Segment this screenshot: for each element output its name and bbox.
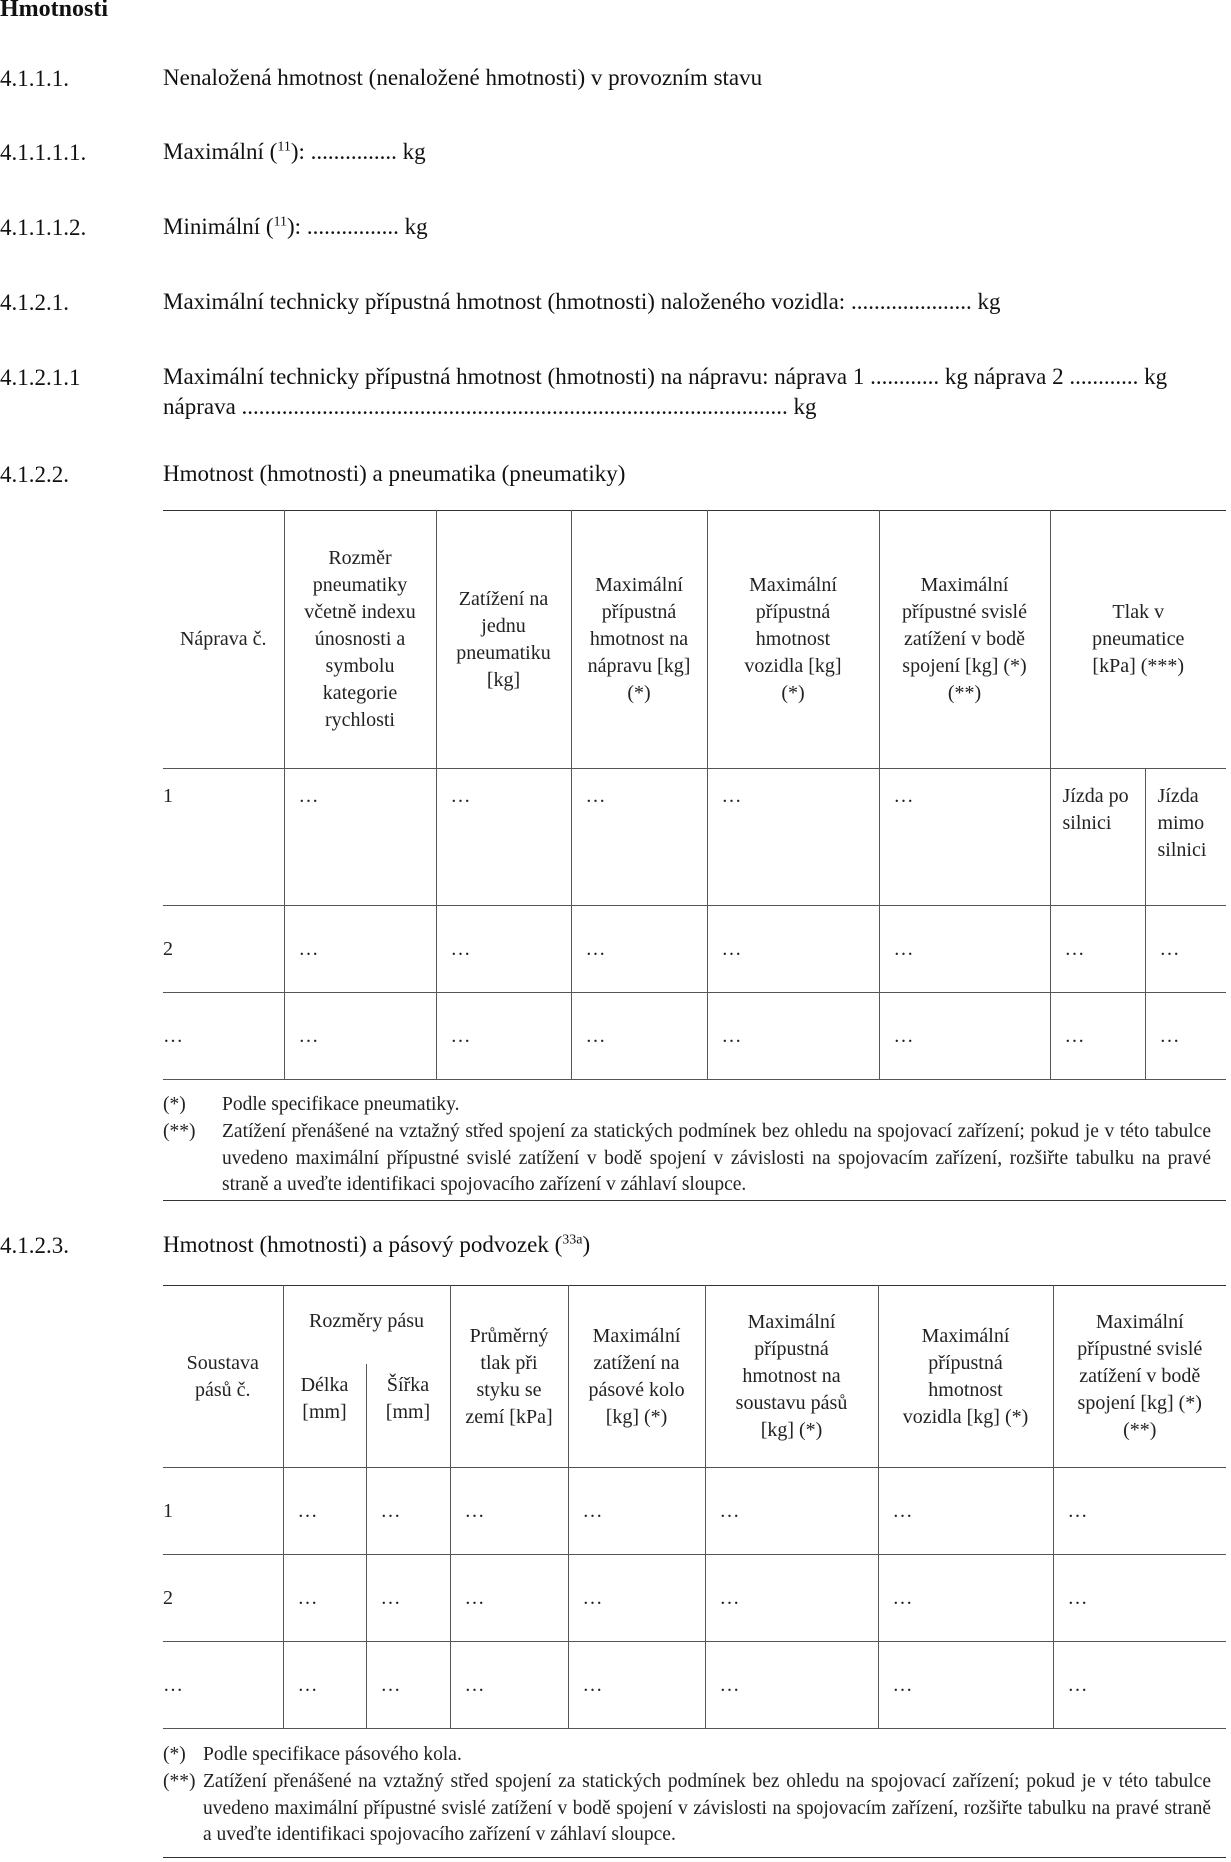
section-heading: Hmotnosti [0,0,108,22]
table-cell: … [436,769,571,906]
item-text: Minimální ($^{11}$): ................ kg [163,214,428,239]
table-cell: … [878,1468,1053,1555]
item-number: 4.1.2.2. [0,462,69,487]
table-cell: … [878,1642,1053,1729]
table-cell: … [705,1555,878,1642]
table-cell: … [436,906,571,993]
item-number: 4.1.1.1. [0,66,69,91]
header-cell: Maximální přípustné svislé zatížení v bodě spojení [kg] (*) (**) [1053,1286,1226,1468]
footnote-text: Zatížení přenášené na vztažný střed spojení za statických podmínek bez ohledu na spojovací zařízení; pokud je v této tabulce uvedeno maximální přípustné svislé zatížení v bodě spojení v závislosti na spojovacím zařízení, rozšiřte tabulku na pravé straně a uveďte identifikaci spojovacího zařízení v záhlaví sloupce. [222,1121,1211,1195]
table-cell: … [571,769,707,906]
table-cell: … [705,1642,878,1729]
table-cell: … [450,1642,568,1729]
header-cell: Maximální přípustná hmotnost na soustavu pásů [kg] (*) [705,1286,878,1468]
footnote-mark: (*) [163,1744,186,1765]
header-cell: Maximální přípustná hmotnost vozidla [kg] (*) [878,1286,1053,1468]
table-cell: … [568,1555,705,1642]
table-cell: … [366,1555,450,1642]
subheader-cell: Jízda po silnici [1050,769,1145,906]
table-cell: … [1050,993,1145,1080]
header-cell: Rozměry pásu [283,1286,450,1364]
item-text: Hmotnost (hmotnosti) a pásový podvozek ($^{33a}$) [163,1232,591,1257]
table-cell: … [450,1555,568,1642]
table-cell: … [366,1642,450,1729]
header-cell: Maximální zatížení na pásové kolo [kg] (*) [568,1286,705,1468]
table-cell: … [571,993,707,1080]
table-cell: … [1145,993,1226,1080]
item-number: 4.1.2.3. [0,1233,69,1258]
item-text: Hmotnost (hmotnosti) a pneumatika (pneumatiky) [163,461,626,486]
table-cell: … [707,906,879,993]
subheader-cell: Délka [mm] [283,1364,366,1468]
item-number: 4.1.1.1.2. [0,215,87,240]
table-cell: … [284,993,436,1080]
table-cell: 2 [163,906,284,993]
divider [163,1200,1226,1201]
table-cell: … [284,769,436,906]
table-cell: … [283,1468,366,1555]
table-cell: … [705,1468,878,1555]
footnotes-tracks [163,1742,1211,1852]
tire-table [163,510,1226,1080]
table-cell: … [283,1555,366,1642]
item-number: 4.1.1.1.1. [0,140,87,165]
header-cell: Maximální přípustné svislé zatížení v bodě spojení [kg] (*) (**) [879,511,1050,769]
item-text: Maximální technicky přípustná hmotnost (hmotnosti) naloženého vozidla: ..................... kg [163,289,1001,314]
header-cell: Rozměr pneumatiky včetně indexu únosnosti a symbolu kategorie rychlosti [284,511,436,769]
header-cell: Průměrný tlak při styku se zemí [kPa] [450,1286,568,1468]
table-cell: … [879,993,1050,1080]
header-cell: Náprava č. [163,511,284,769]
item-text: Maximální technicky přípustná hmotnost (hmotnosti) na nápravu: náprava 1 ............ kg náprava 2 ............ kg náprava ............................................................................................... kg [163,364,1168,419]
table-cell: … [568,1468,705,1555]
header-cell: Maximální přípustná hmotnost vozidla [kg] (*) [707,511,879,769]
subheader-cell: Jízda mimo silnici [1145,769,1226,906]
table-cell: … [283,1642,366,1729]
header-cell: Soustava pásů č. [163,1286,283,1468]
track-table [163,1285,1226,1729]
table-cell: … [568,1642,705,1729]
table-cell: … [163,993,284,1080]
divider [163,1857,1226,1858]
item-text: Nenaložená hmotnost (nenaložené hmotnosti) v provozním stavu [163,65,763,90]
table-cell: 1 [163,769,284,906]
table-cell: … [366,1468,450,1555]
header-cell: Maximální přípustná hmotnost na nápravu [kg] (*) [571,511,707,769]
header-cell: Zatížení na jednu pneumatiku [kg] [436,511,571,769]
table-cell: … [879,769,1050,906]
table-cell: … [1053,1555,1226,1642]
table-cell: … [879,906,1050,993]
table-cell: … [450,1468,568,1555]
table-cell: … [878,1555,1053,1642]
table-cell: … [1145,906,1226,993]
table-cell: 2 [163,1555,283,1642]
item-number: 4.1.2.1.1 [0,365,81,390]
table-cell: … [163,1642,283,1729]
table-cell: 1 [163,1468,283,1555]
footnote-mark: (**) [163,1121,196,1142]
table-cell: … [707,769,879,906]
table-cell: … [1053,1642,1226,1729]
footnotes-tires [163,1092,1211,1202]
footnote-text: Zatížení přenášené na vztažný střed spojení za statických podmínek bez ohledu na spojovací zařízení; pokud je v této tabulce uvedeno maximální přípustné svislé zatížení v bodě spojení v závislosti na spojovacím zařízení, rozšiřte tabulku na pravé straně a uveďte identifikaci spojovacího zařízení v záhlaví sloupce. [203,1771,1211,1845]
footnote-text: Podle specifikace pneumatiky. [222,1094,460,1115]
subheader-cell: Šířka [mm] [366,1364,450,1468]
table-cell: … [284,906,436,993]
table-cell: … [1053,1468,1226,1555]
table-cell: … [436,993,571,1080]
header-cell: Tlak v pneumatice [kPa] (***) [1050,511,1226,769]
footnote-mark: (**) [163,1771,196,1792]
item-number: 4.1.2.1. [0,290,69,315]
footnote-text: Podle specifikace pásového kola. [203,1744,462,1765]
table-cell: … [571,906,707,993]
footnote-mark: (*) [163,1094,186,1115]
table-cell: … [707,993,879,1080]
table-cell: … [1050,906,1145,993]
item-text: Maximální ($^{11}$): ............... kg [163,139,426,164]
